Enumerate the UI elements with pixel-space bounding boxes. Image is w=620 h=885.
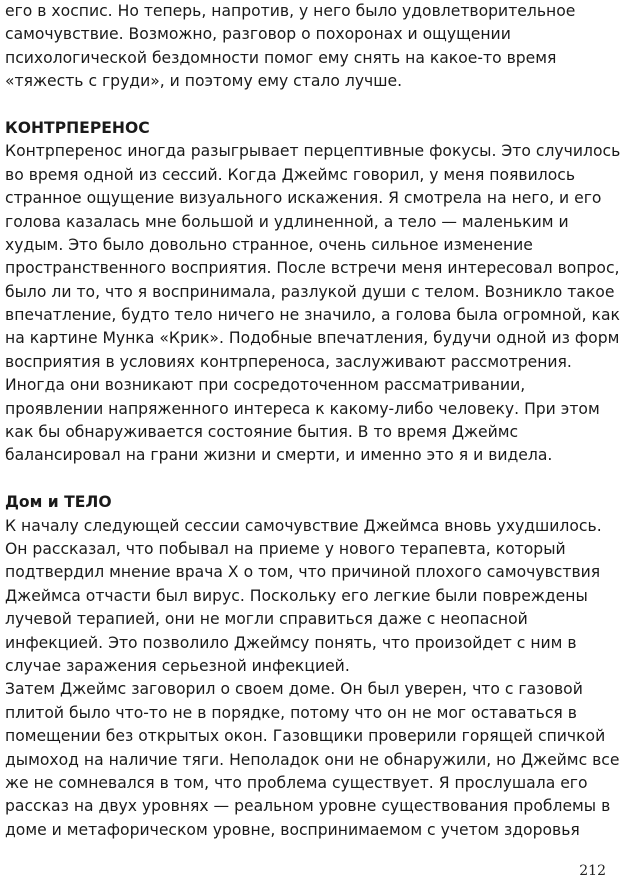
text-line: во время одной из сессий. Когда Джеймс говорил, у меня появилось [5,165,576,184]
section-heading: КОНТРПЕРЕНОС [5,118,150,137]
home-body-section [5,491,620,842]
text-line: дымоход на наличие тяги. Неполадок они не обнаружили, но Джеймс все [5,750,620,769]
text-line: худым. Это было довольно странное, очень сильное изменение [5,235,533,254]
text-line: доме и метафорическом уровне, воспринимаемом с учетом здоровья [5,820,580,839]
text-line: Иногда они возникают при сосредоточенном рассматривании, [5,376,526,395]
text-line: К началу следующей сессии самочувствие Джеймса вновь ухудшилось. [5,516,602,535]
text-line: пространственного восприятия. После встречи меня интересовал вопрос, [5,259,620,278]
text-line: Он рассказал, что побывал на приеме у нового терапевта, который [5,539,566,558]
text-line: инфекцией. Это позволило Джеймсу понять, что произойдет с ним в [5,633,577,652]
section-heading: Дом и ТЕЛО [5,493,112,512]
text-line: проявлении напряженного интереса к какому-либо человеку. При этом [5,399,600,418]
text-line: Джеймса отчасти был вирус. Поскольку его легкие были повреждены [5,586,588,605]
text-line: его в хоспис. Но теперь, напротив, у него было удовлетворительное [5,2,576,20]
text-line: как бы обнаруживается состояние бытия. В то время Джеймс [5,423,519,442]
text-line: случае заражения серьезной инфекцией. [5,656,350,675]
text-line: лучевой терапией, они не могли справиться даже с неопасной [5,610,528,629]
paragraph-spacer [5,94,613,117]
countertransference-section [5,117,620,468]
text-line: помещении без открытых окон. Газовщики проверили горящей спичкой [5,727,606,746]
intro-paragraph [5,0,613,94]
text-line: рассказ на двух уровнях — реальном уровне существования проблемы в [5,797,611,816]
text-line: Контрперенос иногда разыгрывает перцептивные фокусы. Это случилось [5,142,620,161]
text-line: на картине Мунка «Крик». Подобные впечатления, будучи одной из форм [5,329,620,348]
page-number: 212 [579,863,606,879]
text-line: самочувствие. Возможно, разговор о похоронах и ощущении [5,25,511,44]
paragraph-spacer [5,468,613,491]
text-line: восприятия в условиях контрпереноса, заслуживают рассмотрения. [5,352,572,371]
text-line: психологической бездомности помог ему снять на какое-то время [5,48,557,67]
text-line: плитой было что-то не в порядке, потому что он не мог оставаться в [5,703,577,722]
text-line: было ли то, что я воспринимала, разлукой души с телом. Возникло такое [5,282,615,301]
text-line: голова казалась мне большой и удлиненной, а тело — маленьким и [5,212,569,231]
book-page [5,0,620,842]
text-line: впечатление, будто тело ничего не значило, а голова была огромной, как [5,306,620,325]
text-line: подтвердил мнение врача Х о том, что причиной плохого самочувствия [5,563,601,582]
text-line: же не сомневался в том, что проблема существует. Я прослушала его [5,773,588,792]
text-line: Затем Джеймс заговорил о своем доме. Он был уверен, что с газовой [5,680,583,699]
text-line: странное ощущение визуального искажения. Я смотрела на него, и его [5,189,602,208]
text-line: «тяжесть с груди», и поэтому ему стало лучше. [5,72,403,91]
text-line: балансировал на грани жизни и смерти, и именно это я и видела. [5,446,553,465]
